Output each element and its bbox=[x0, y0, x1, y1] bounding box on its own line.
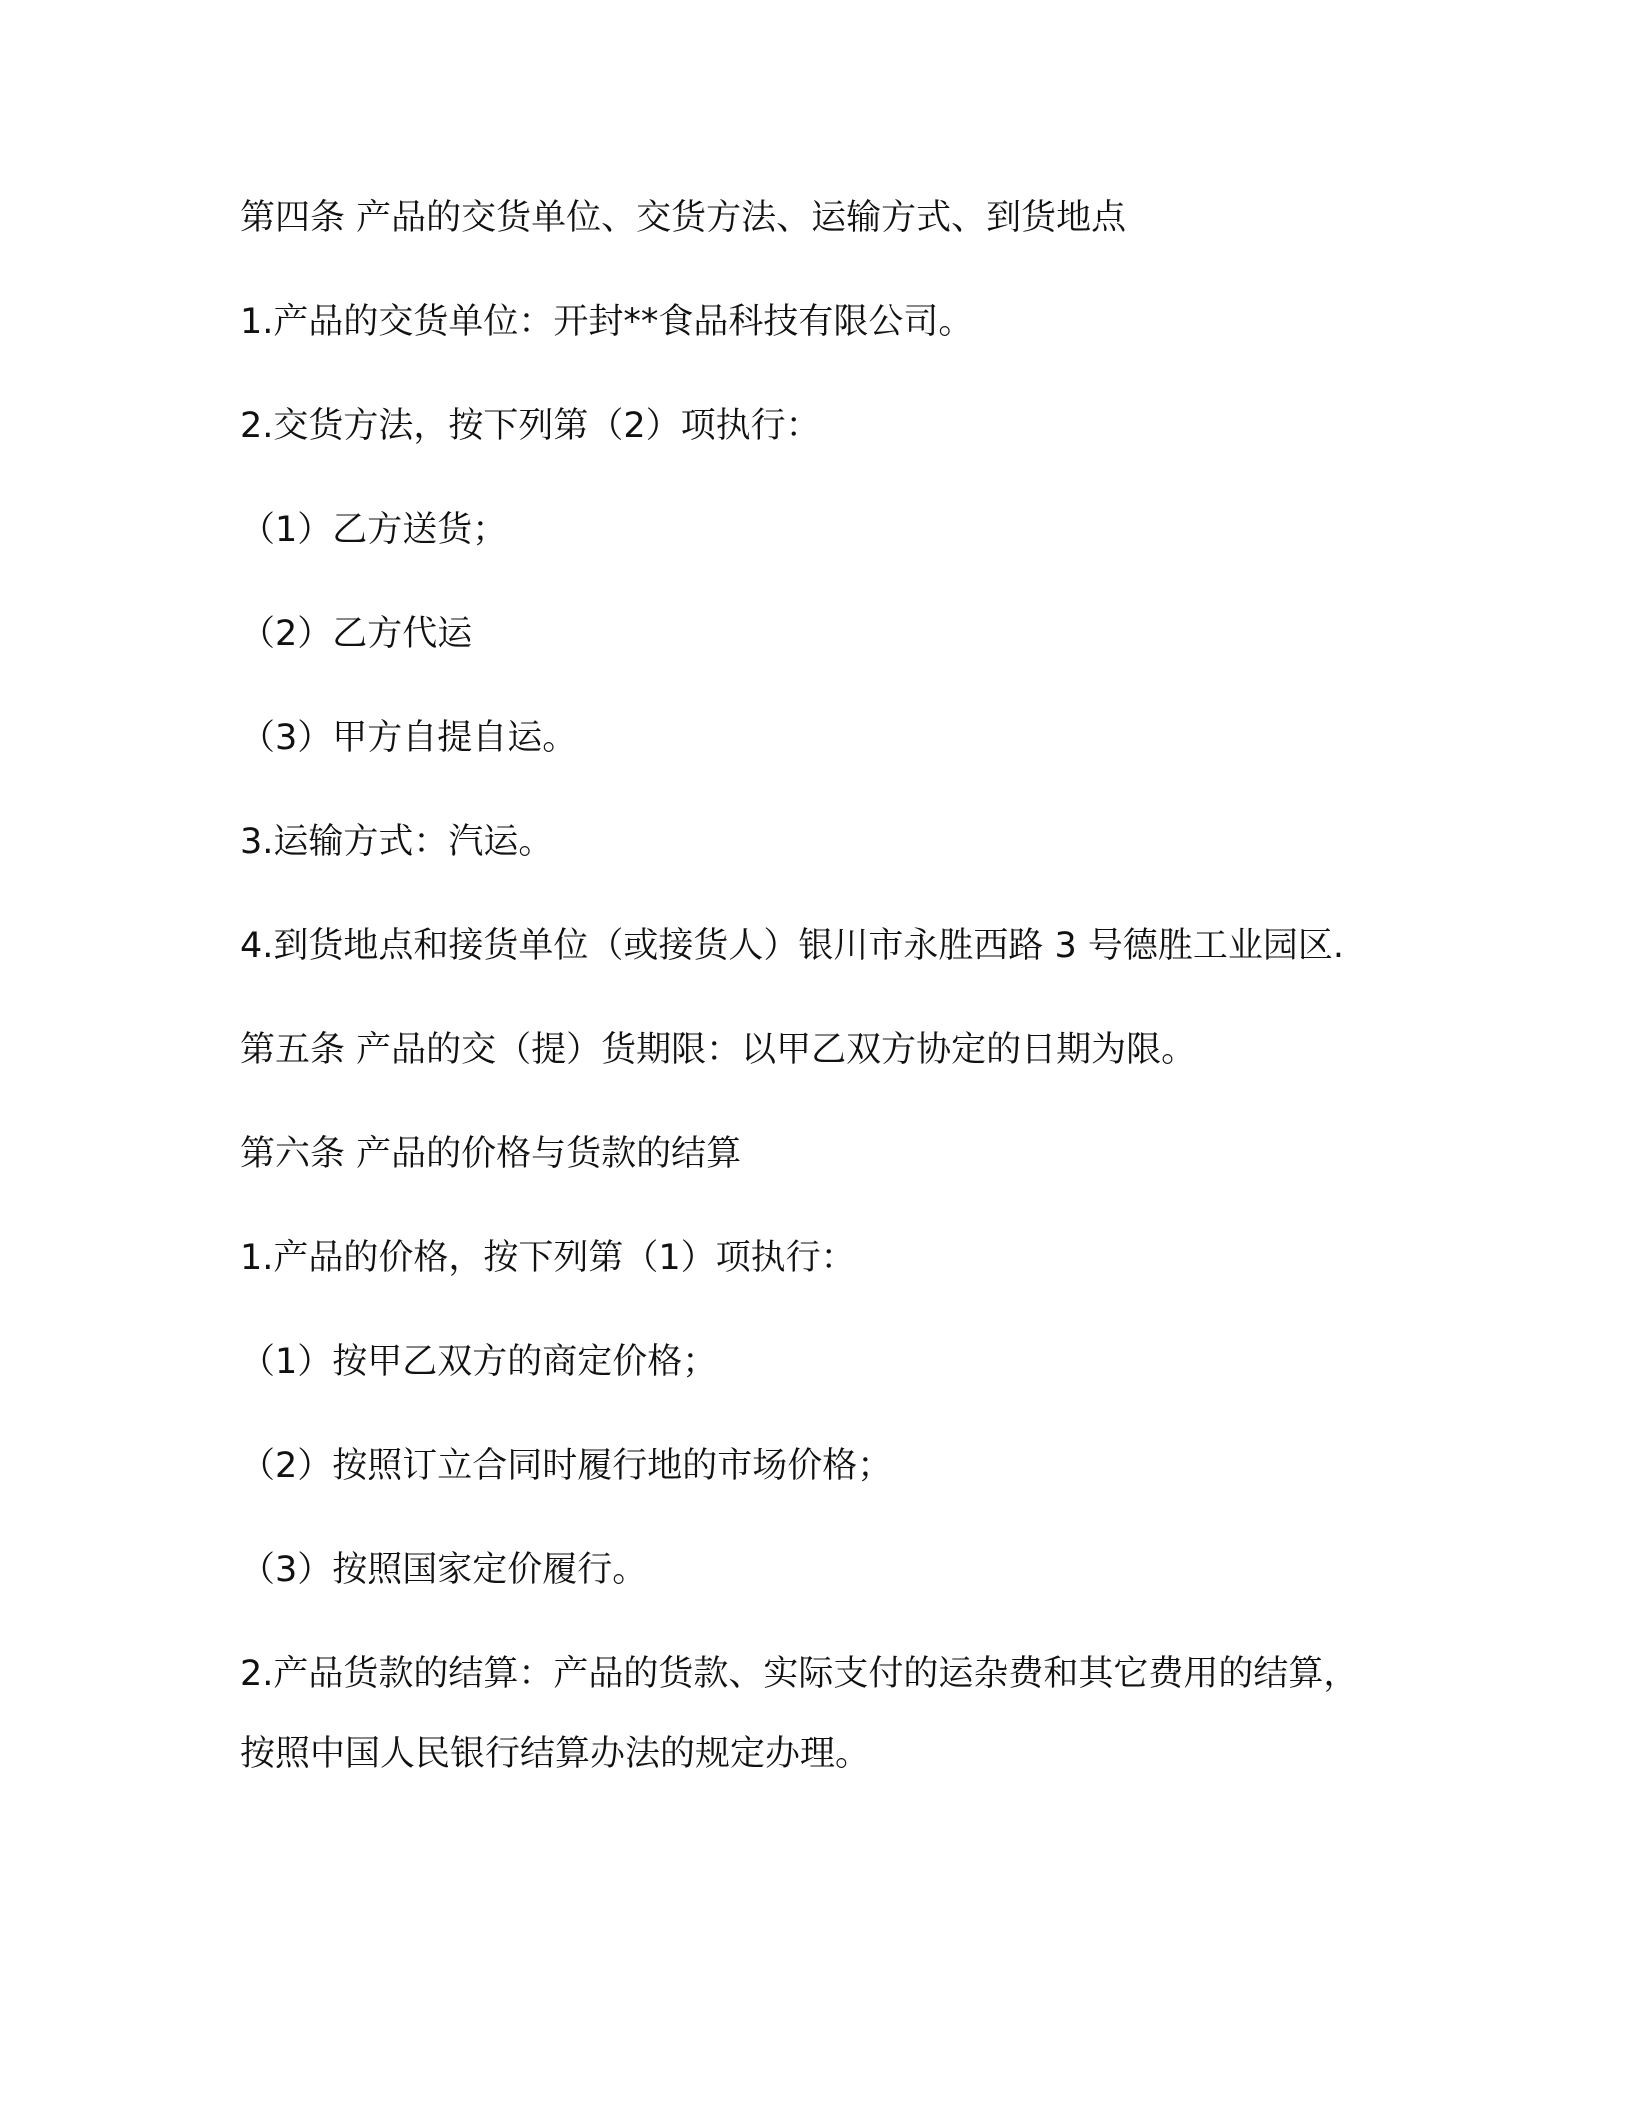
delivery-option-2: （2）乙方代运 bbox=[240, 614, 473, 654]
article-4-heading: 第四条 产品的交货单位、交货方法、运输方式、到货地点 bbox=[240, 198, 1127, 238]
payment-settlement-item: 2.产品货款的结算：产品的货款、实际支付的运杂费和其它费用的结算，按照中国人民银行结算办法的规定办理。 bbox=[240, 1654, 1359, 1774]
transport-method-item: 3.运输方式：汽运。 bbox=[240, 822, 554, 862]
delivery-unit-item: 1.产品的交货单位：开封**食品科技有限公司。 bbox=[240, 302, 974, 342]
price-option-2: （2）按照订立合同时履行地的市场价格； bbox=[240, 1446, 893, 1486]
article-6-heading: 第六条 产品的价格与货款的结算 bbox=[240, 1134, 742, 1174]
delivery-option-3: （3）甲方自提自运。 bbox=[240, 718, 578, 758]
arrival-location-item: 4.到货地点和接货单位（或接货人）银川市永胜西路 3 号德胜工业园区. bbox=[240, 926, 1345, 966]
article-5-heading: 第五条 产品的交（提）货期限：以甲乙双方协定的日期为限。 bbox=[240, 1030, 1197, 1070]
delivery-method-item: 2.交货方法，按下列第（2）项执行： bbox=[240, 406, 821, 446]
price-option-3: （3）按照国家定价履行。 bbox=[240, 1550, 648, 1590]
document-body bbox=[240, 190, 1390, 1830]
price-item: 1.产品的价格，按下列第（1）项执行： bbox=[240, 1238, 856, 1278]
delivery-option-1: （1）乙方送货； bbox=[240, 510, 508, 550]
price-option-1: （1）按甲乙双方的商定价格； bbox=[240, 1342, 718, 1382]
